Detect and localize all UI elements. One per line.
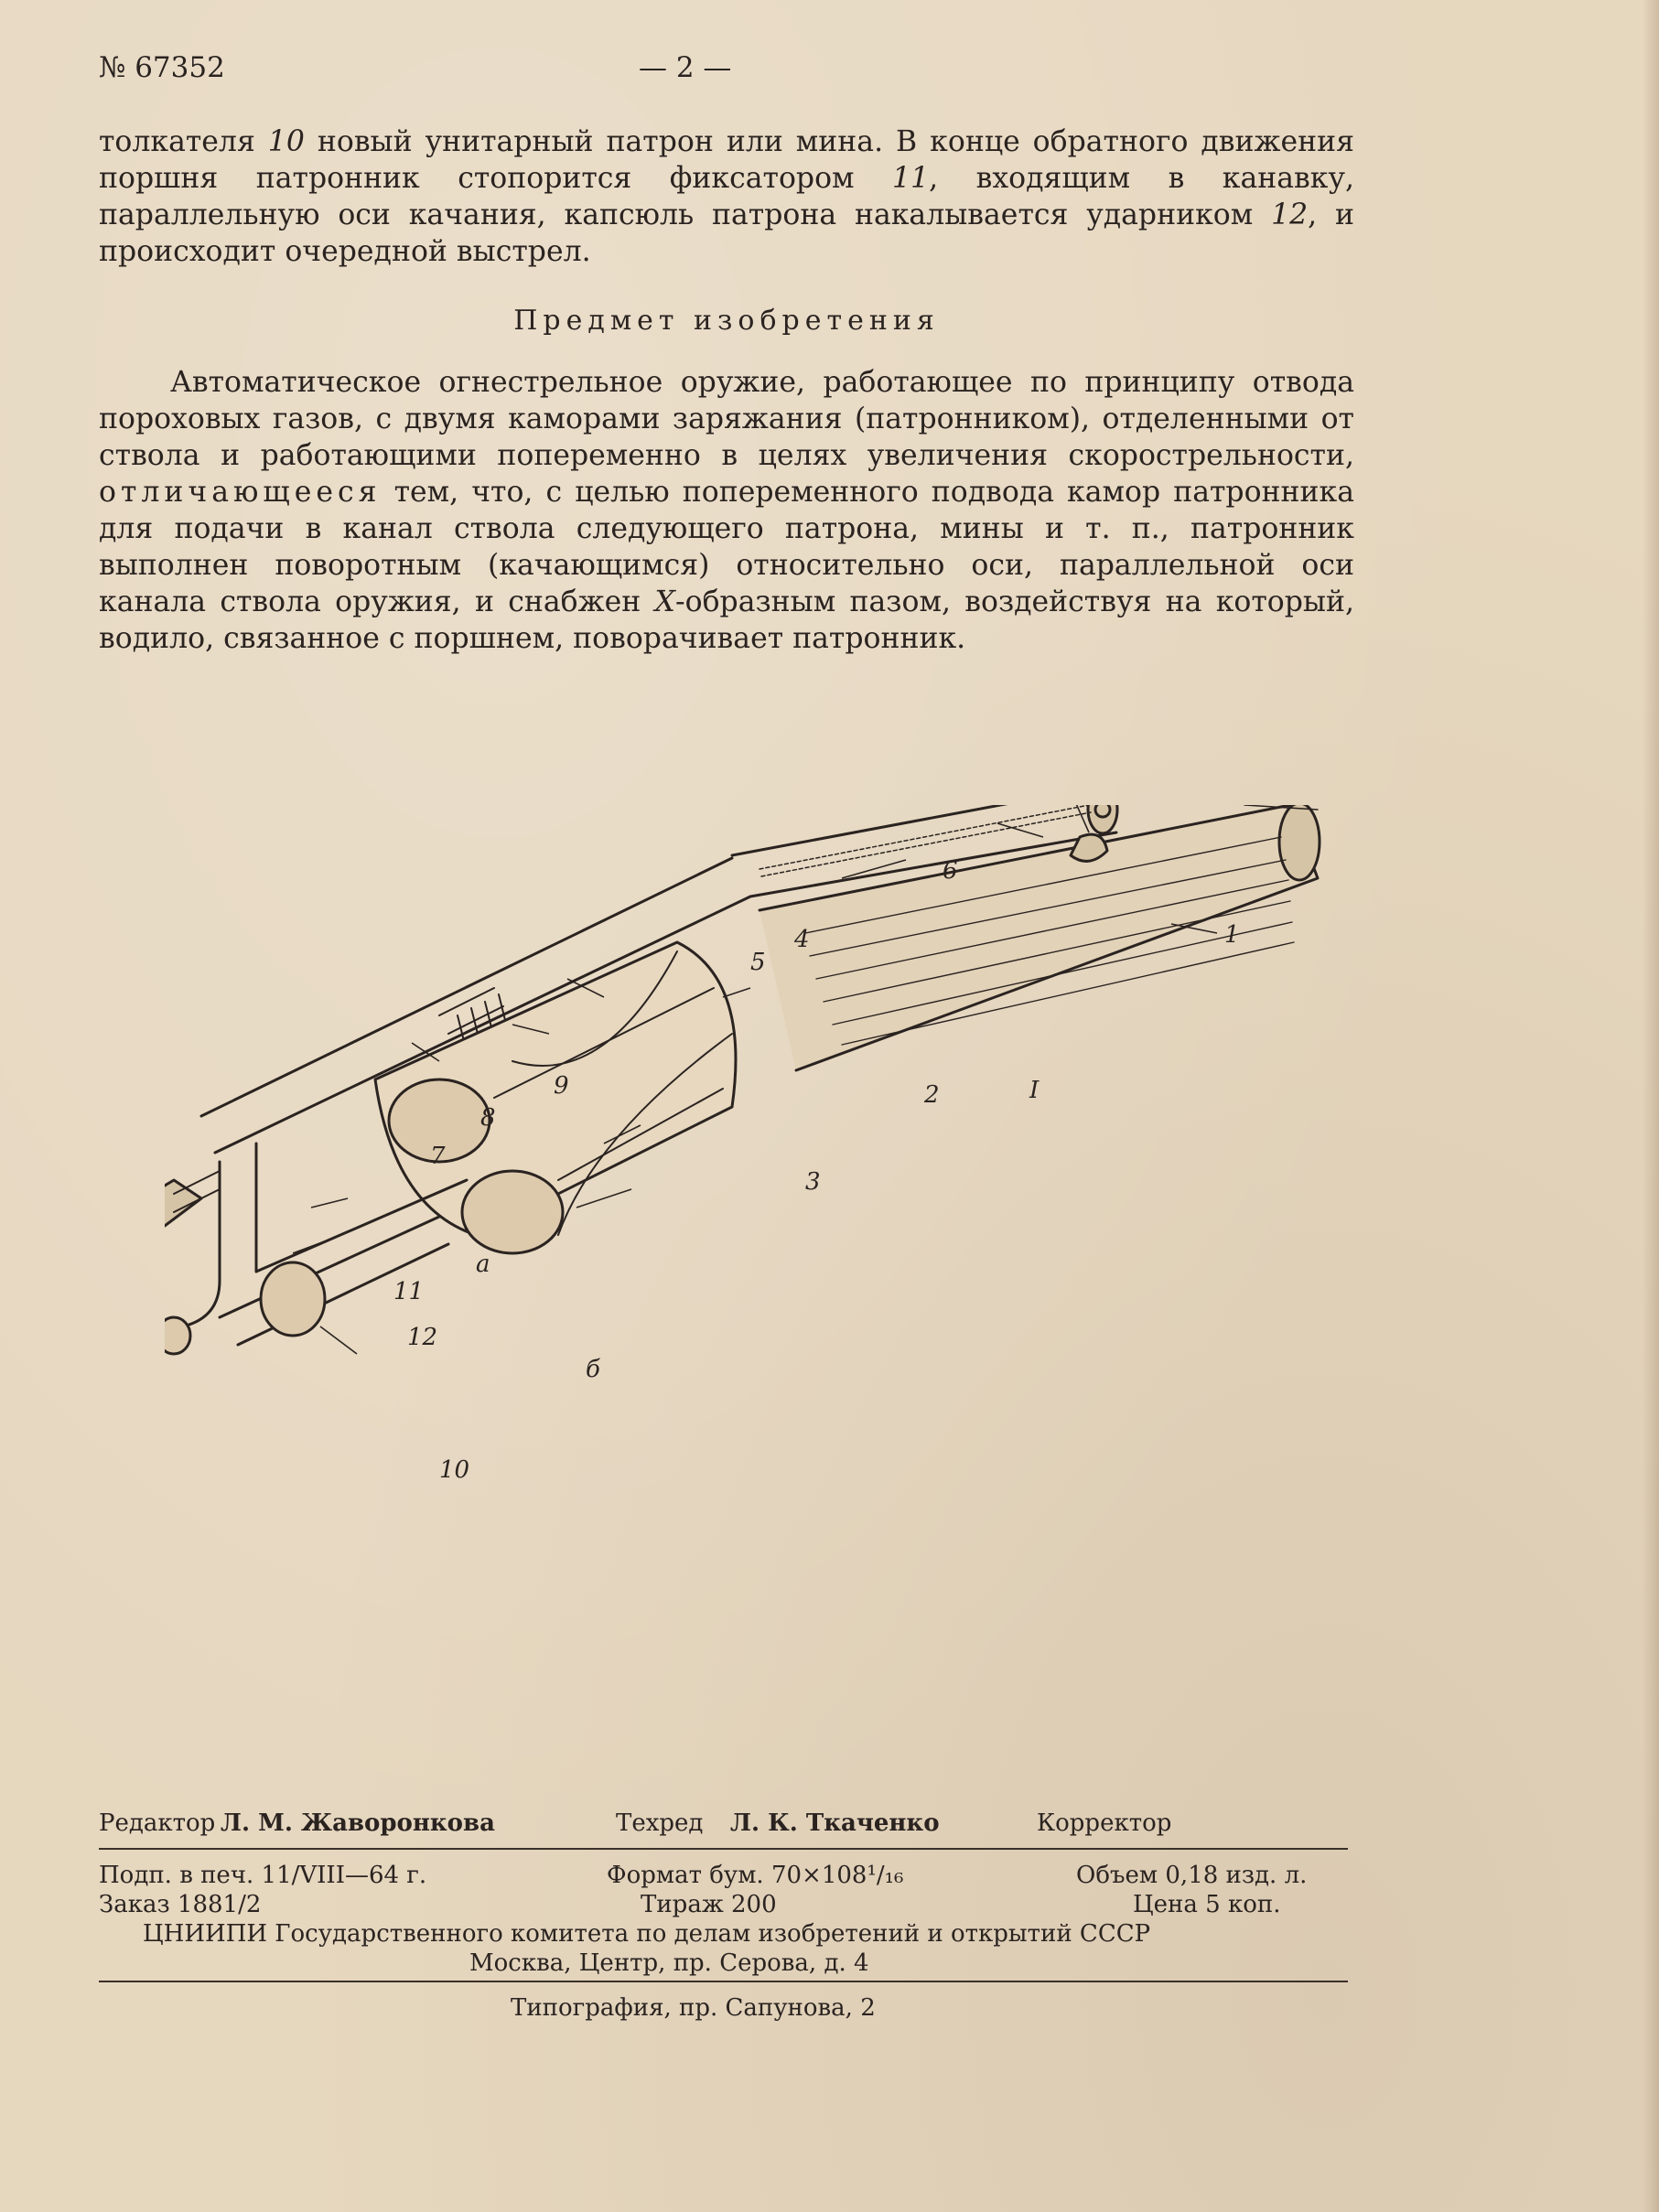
fig-label-2: 2: [924, 1081, 940, 1109]
text-run: -образным пазом, воздействуя на который, водило, связанное с поршнем, поворачивает патронник.: [99, 585, 1354, 655]
printing-house: Типография, пр. Сапунова, 2: [511, 1994, 876, 2022]
editor-label: Редактор: [99, 1809, 216, 1837]
page-header: [99, 51, 1362, 88]
fig-label-I: I: [1029, 1077, 1040, 1104]
paper-format: Формат бум. 70×108¹/₁₆: [607, 1862, 904, 1889]
weapon-mechanism-drawing: [165, 805, 1354, 1537]
fig-label-4: 4: [794, 926, 810, 953]
imprint-rule-top: [99, 1848, 1348, 1850]
ref-number: 11: [892, 162, 930, 195]
fig-label-b: б: [586, 1356, 600, 1383]
ref-number: 12: [1271, 199, 1309, 231]
price: Цена 5 коп.: [1133, 1891, 1281, 1918]
text-run: новый унитарный патрон или мина. В конце обратного движения поршня патронник стопорится фиксатором: [99, 125, 1354, 195]
text-run: , и происходит очередной выстрел.: [99, 199, 1354, 268]
order-number: Заказ 1881/2: [99, 1891, 262, 1918]
imprint-rule-bottom: [99, 1981, 1348, 1982]
fig-label-1: 1: [1224, 921, 1240, 949]
text-run: толкателя: [99, 125, 268, 158]
fig-label-5: 5: [750, 949, 766, 976]
fig-label-8: 8: [480, 1104, 496, 1132]
corrector-label: Корректор: [1037, 1809, 1172, 1837]
fig-label-11: 11: [393, 1278, 425, 1305]
text-run: тем, что, с целью попеременного подвода камор патронника для подачи в канал ствола следующего патрона, мины и т. п., патронник выполнен поворотным (качающимся) относительно оси, параллельной оси канала ствола оружия, и снабжен: [99, 476, 1354, 618]
editor-name: Л. М. Жаворонкова: [221, 1809, 495, 1837]
fig-label-a: а: [476, 1251, 490, 1278]
fig-label-6: 6: [943, 857, 958, 885]
techred-name: Л. К. Ткаченко: [730, 1809, 940, 1837]
patent-number: № 67352: [99, 51, 225, 84]
fig-label-7: 7: [430, 1143, 446, 1170]
fig-label-10: 10: [439, 1456, 470, 1484]
technical-drawing: [165, 805, 1354, 1537]
page-edge-shadow: [1643, 0, 1659, 2212]
volume: Объем 0,18 изд. л.: [1076, 1862, 1308, 1889]
claim-paragraph: [99, 364, 1354, 657]
fig-label-12: 12: [407, 1324, 438, 1351]
text-run: , входящим в канавку, параллельную оси качания, капсюль патрона накалывается ударником: [99, 162, 1354, 231]
fig-label-9: 9: [554, 1072, 569, 1100]
text-run: Автоматическое огнестрельное оружие, работающее по принципу отвода пороховых газов, с двумя каморами заряжания (патронником), отделенными от ствола и работающими попеременно в целях увеличения скорострельности,: [99, 366, 1354, 472]
signed-to-print: Подп. в печ. 11/VIII—64 г.: [99, 1862, 427, 1889]
fig-label-3: 3: [805, 1168, 821, 1196]
circulation: Тираж 200: [641, 1891, 777, 1918]
institute: ЦНИИПИ Государственного комитета по делам изобретений и открытий СССР: [143, 1920, 1151, 1948]
paragraph-continuation: [99, 123, 1354, 270]
emphasis-spaced: отличающееся: [99, 476, 382, 509]
page-number: — 2 —: [639, 51, 732, 84]
italic-x: X: [654, 585, 675, 618]
institute-address: Москва, Центр, пр. Серова, д. 4: [469, 1949, 869, 1977]
ref-number: 10: [267, 125, 305, 158]
section-title: Предмет изобретения: [513, 305, 940, 337]
techred-label: Техред: [616, 1809, 704, 1837]
